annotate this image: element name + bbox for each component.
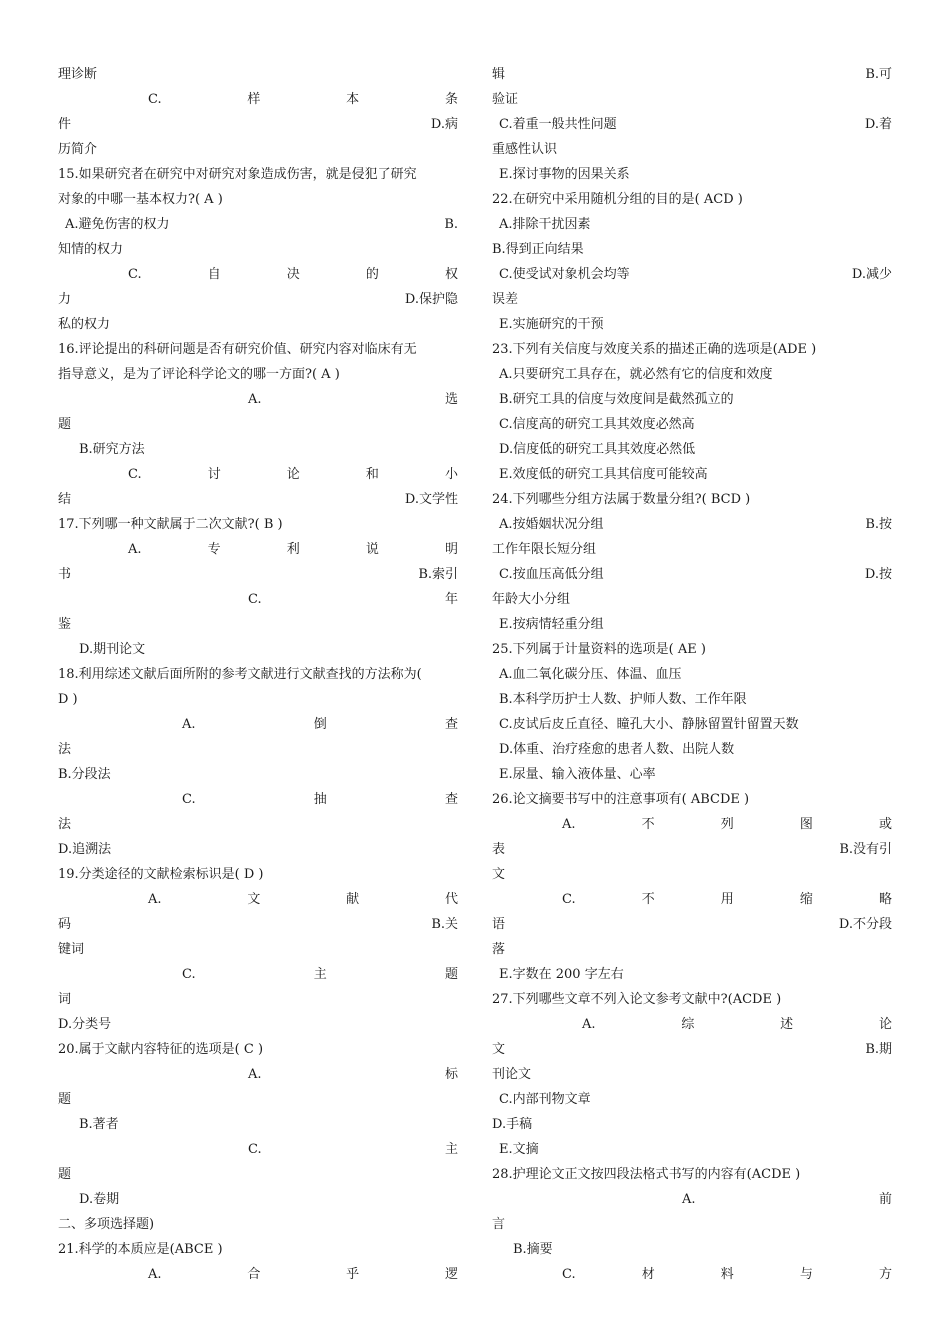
text-word: 主 (313, 967, 327, 982)
text-line: 题 (58, 417, 72, 432)
text-word: A. (148, 892, 162, 907)
text-word: 本 (346, 92, 360, 107)
text-line (58, 962, 458, 987)
text-line: 键词 (58, 942, 85, 957)
text-word: D.减少 (851, 267, 892, 282)
text-line: B.本科学历护士人数、护师人数、工作年限 (499, 692, 747, 707)
text-line: 言 (492, 1217, 506, 1232)
text-word: C. (182, 967, 196, 982)
text-word: D.不分段 (838, 917, 892, 932)
text-word: 或 (878, 817, 892, 832)
text-word: 选 (444, 392, 458, 407)
text-word: 年 (444, 592, 458, 607)
text-word: 文 (492, 1042, 506, 1057)
text-line: 知情的权力 (58, 242, 124, 257)
text-word: 乎 (346, 1267, 360, 1282)
text-word: D.着 (864, 117, 892, 132)
text-word: 代 (444, 892, 458, 907)
text-line: D.卷期 (79, 1192, 120, 1207)
text-word: C. (128, 267, 142, 282)
text-word: 结 (58, 492, 72, 507)
text-word: 自 (207, 267, 221, 282)
text-word: A. (682, 1192, 696, 1207)
text-line: 年龄大小分组 (492, 592, 571, 607)
text-line: E.实施研究的干预 (499, 317, 604, 332)
text-line: 27.下列哪些文章不列入论文参考文献中?(ACDE ) (492, 992, 782, 1007)
text-word: C. (248, 592, 262, 607)
text-word: 主 (444, 1142, 458, 1157)
text-word: 不 (641, 892, 655, 907)
text-line: 验证 (492, 92, 519, 107)
text-word: 材 (641, 1267, 655, 1282)
text-line: 工作年限长短分组 (492, 542, 597, 557)
text-word: D.保护隐 (404, 292, 458, 307)
text-word: 查 (444, 792, 458, 807)
text-word: 明 (444, 542, 458, 557)
text-line (492, 262, 892, 287)
text-line (58, 912, 458, 937)
text-line: 对象的中哪一基本权力?( A ) (58, 192, 223, 207)
text-line (492, 112, 892, 137)
text-word: 小 (444, 467, 458, 482)
text-line (58, 487, 458, 512)
text-line: E.探讨事物的因果关系 (499, 167, 630, 182)
text-word: 列 (720, 817, 734, 832)
text-line (58, 212, 458, 237)
text-line: 17.下列哪一种文献属于二次文献?( B ) (58, 517, 283, 532)
text-line (492, 837, 892, 862)
text-line: 文 (492, 867, 506, 882)
text-line: 15.如果研究者在研究中对研究对象造成伤害，就是侵犯了研究 (58, 167, 417, 182)
text-line (492, 1012, 892, 1037)
text-word: 样 (247, 92, 261, 107)
text-word: A. (248, 392, 262, 407)
text-word: 不 (641, 817, 655, 832)
text-word: B.关 (431, 917, 458, 932)
text-line: B.得到正向结果 (492, 242, 584, 257)
text-word: 讨 (207, 467, 221, 482)
text-line: 刊论文 (492, 1067, 532, 1082)
text-line: 题 (58, 1092, 72, 1107)
text-word: 专 (207, 542, 221, 557)
text-line: 历简介 (58, 142, 98, 157)
text-word: B.索引 (418, 567, 458, 582)
text-line (58, 462, 458, 487)
text-word: A. (582, 1017, 596, 1032)
text-word: C. (148, 92, 162, 107)
text-line: C.皮试后皮丘直径、瞳孔大小、静脉留置针留置天数 (499, 717, 799, 732)
text-word: A. (128, 542, 142, 557)
text-word: 标 (444, 1067, 458, 1082)
text-line: A.血二氧化碳分压、体温、血压 (499, 667, 682, 682)
text-word: B. (444, 217, 458, 232)
text-line: D.期刊论文 (79, 642, 146, 657)
text-word: 和 (365, 467, 379, 482)
text-line: D.信度低的研究工具其效度必然低 (499, 442, 696, 457)
text-word: B.没有引 (839, 842, 892, 857)
text-word: B.按 (865, 517, 892, 532)
text-line: 重感性认识 (492, 142, 558, 157)
text-line: 指导意义，是为了评论科学论文的哪一方面?( A ) (58, 367, 340, 382)
text-line (492, 1037, 892, 1062)
text-line (58, 112, 458, 137)
text-word: 料 (720, 1267, 734, 1282)
text-line: 落 (492, 942, 506, 957)
text-word: A.按婚姻状况分组 (499, 517, 604, 532)
text-line: 鉴 (58, 617, 72, 632)
text-word: 说 (365, 542, 379, 557)
text-word: B.期 (865, 1042, 892, 1057)
text-word: C. (248, 1142, 262, 1157)
text-word: 件 (58, 117, 72, 132)
text-word: A. (562, 817, 576, 832)
text-line: 二、多项选择题) (58, 1217, 155, 1232)
text-word: C.着重一般共性问题 (499, 117, 617, 132)
text-word: 逻 (444, 1267, 458, 1282)
text-line: A.排除干扰因素 (499, 217, 591, 232)
text-line: 法 (58, 742, 72, 757)
text-line (58, 1262, 458, 1287)
text-word: 合 (247, 1267, 261, 1282)
text-line (58, 1062, 458, 1087)
text-word: 方 (878, 1267, 892, 1282)
text-word: 述 (780, 1017, 794, 1032)
text-word: C.按血压高低分组 (499, 567, 604, 582)
text-line: 23.下列有关信度与效度关系的描述正确的选项是(ADE ) (492, 342, 817, 357)
text-word: 题 (444, 967, 458, 982)
text-line (58, 87, 458, 112)
text-line: E.效度低的研究工具其信度可能较高 (499, 467, 708, 482)
text-line: 20.属于文献内容特征的选项是( C ) (58, 1042, 264, 1057)
text-line: 22.在研究中采用随机分组的目的是( ACD ) (492, 192, 743, 207)
text-line (58, 387, 458, 412)
text-line: B.著者 (79, 1117, 119, 1132)
text-word: 缩 (799, 892, 813, 907)
text-word: D.病 (430, 117, 458, 132)
text-line (58, 287, 458, 312)
text-word: 论 (286, 467, 300, 482)
text-line: 19.分类途径的文献检索标识是( D ) (58, 867, 264, 882)
text-word: 查 (444, 717, 458, 732)
text-line: D.追溯法 (58, 842, 112, 857)
text-line (492, 512, 892, 537)
text-word: 倒 (313, 717, 327, 732)
text-line (58, 887, 458, 912)
text-word: C. (562, 892, 576, 907)
text-word: 用 (720, 892, 734, 907)
text-line: 误差 (492, 292, 519, 307)
text-word: 权 (444, 267, 458, 282)
text-line: 21.科学的本质应是(ABCE ) (58, 1242, 223, 1257)
text-line: 题 (58, 1167, 72, 1182)
text-word: 论 (878, 1017, 892, 1032)
text-line: D.手稿 (492, 1117, 533, 1132)
text-word: C.使受试对象机会均等 (499, 267, 630, 282)
text-word: A. (182, 717, 196, 732)
text-word: C. (562, 1267, 576, 1282)
text-word: 的 (365, 267, 379, 282)
text-line: D.体重、治疗痊愈的患者人数、出院人数 (499, 742, 735, 757)
text-line (492, 1187, 892, 1212)
text-line (492, 562, 892, 587)
text-word: A. (248, 1067, 262, 1082)
text-line: B.研究工具的信度与效度间是截然孤立的 (499, 392, 734, 407)
text-line: 24.下列哪些分组方法属于数量分组?( BCD ) (492, 492, 751, 507)
text-line: B.分段法 (58, 767, 111, 782)
text-word: 文 (247, 892, 261, 907)
text-word: D.按 (864, 567, 892, 582)
text-word: C. (128, 467, 142, 482)
text-line: D ) (58, 692, 78, 707)
text-word: A.避免伤害的权力 (65, 217, 170, 232)
text-line: E.尿量、输入液体量、心率 (499, 767, 656, 782)
text-line (492, 812, 892, 837)
text-line: C.内部刊物文章 (499, 1092, 591, 1107)
text-word: 码 (58, 917, 72, 932)
text-word: 决 (286, 267, 300, 282)
text-line: 26.论文摘要书写中的注意事项有( ABCDE ) (492, 792, 750, 807)
text-line: E.字数在 200 字左右 (499, 967, 624, 982)
text-line: E.按病情轻重分组 (499, 617, 604, 632)
text-word: 力 (58, 292, 72, 307)
text-line: 私的权力 (58, 317, 111, 332)
text-word: 综 (681, 1017, 695, 1032)
text-line: B.摘要 (513, 1242, 553, 1257)
text-line (58, 562, 458, 587)
text-word: 前 (878, 1192, 892, 1207)
right-column (492, 62, 892, 1287)
text-line (58, 262, 458, 287)
text-word: B.可 (865, 67, 892, 82)
text-line (492, 887, 892, 912)
text-word: C. (182, 792, 196, 807)
text-line: C.信度高的研究工具其效度必然高 (499, 417, 695, 432)
text-line: D.分类号 (58, 1017, 112, 1032)
text-line (492, 62, 892, 87)
text-word: 书 (58, 567, 72, 582)
text-word: 语 (492, 917, 506, 932)
text-line: 词 (58, 992, 72, 1007)
text-line: 28.护理论文正文按四段法格式书写的内容有(ACDE ) (492, 1167, 801, 1182)
text-line (492, 1262, 892, 1287)
text-word: 辑 (492, 67, 506, 82)
text-line: 理诊断 (58, 67, 98, 82)
text-line: 法 (58, 817, 72, 832)
text-word: 图 (799, 817, 813, 832)
text-line (58, 587, 458, 612)
text-line: E.文摘 (499, 1142, 539, 1157)
text-line: 16.评论提出的科研问题是否有研究价值、研究内容对临床有无 (58, 342, 417, 357)
left-column (58, 62, 458, 1287)
text-line (492, 912, 892, 937)
text-word: 条 (444, 92, 458, 107)
text-word: D.文学性 (404, 492, 458, 507)
text-word: 表 (492, 842, 506, 857)
text-line (58, 712, 458, 737)
text-word: 抽 (313, 792, 327, 807)
text-word: 利 (286, 542, 300, 557)
text-line (58, 1137, 458, 1162)
text-word: A. (148, 1267, 162, 1282)
text-line: A.只要研究工具存在，就必然有它的信度和效度 (499, 367, 773, 382)
text-line (58, 537, 458, 562)
text-line (58, 787, 458, 812)
text-word: 与 (799, 1267, 813, 1282)
text-line: 18.利用综述文献后面所附的参考文献进行文献查找的方法称为( (58, 667, 422, 682)
text-word: 献 (346, 892, 360, 907)
text-line: 25.下列属于计量资料的选项是( AE ) (492, 642, 706, 657)
text-word: 略 (878, 892, 892, 907)
text-line: B.研究方法 (79, 442, 145, 457)
